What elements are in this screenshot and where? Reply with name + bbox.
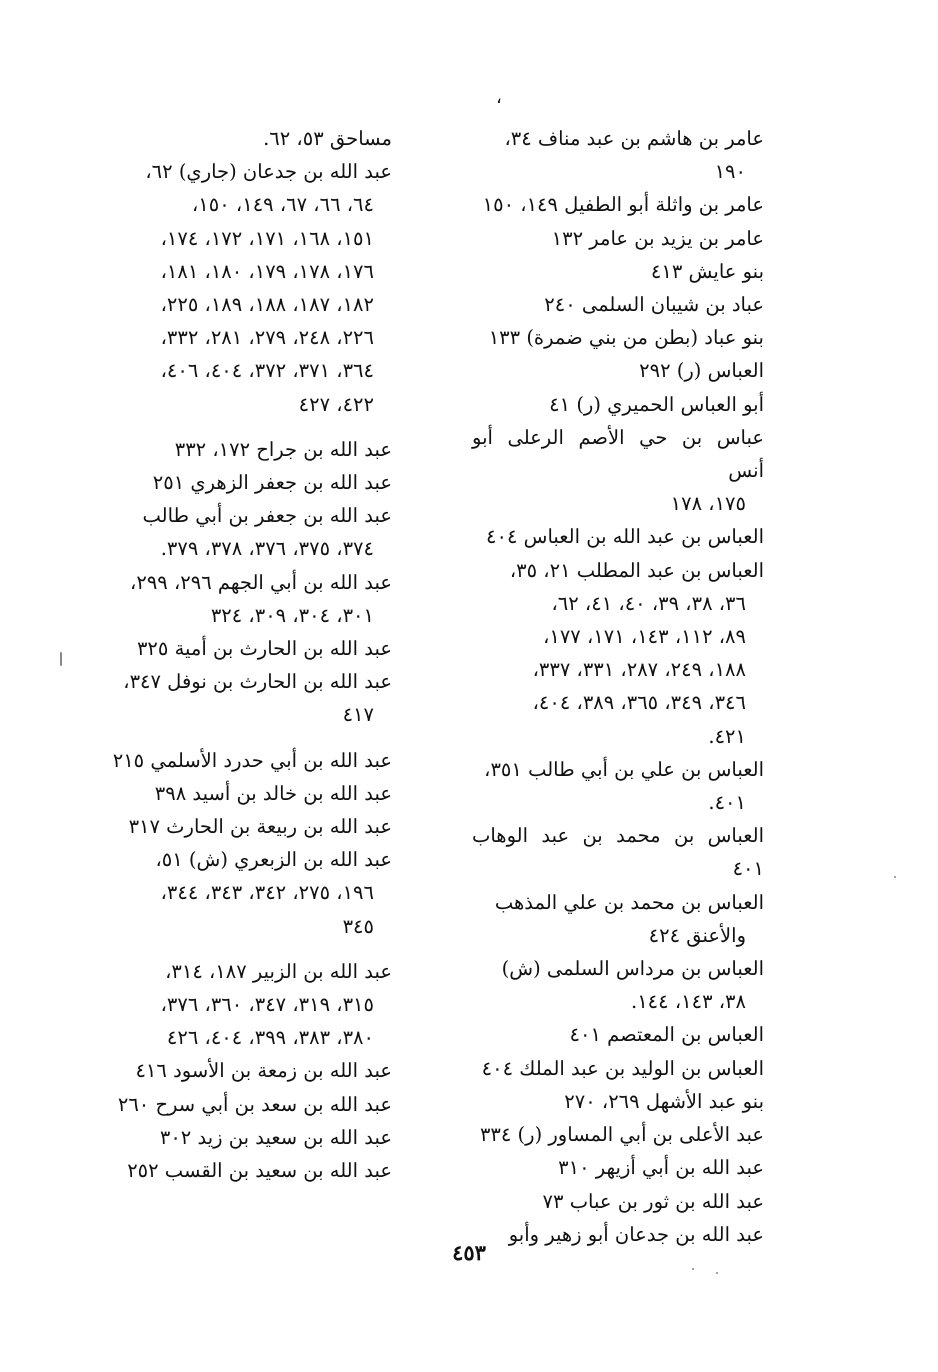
index-entry: [472, 388, 764, 421]
index-entry: [472, 520, 764, 553]
index-entry: [100, 955, 392, 1055]
index-entry: [100, 843, 392, 943]
index-entry: [472, 1052, 764, 1085]
index-entry-line: العباس بن مرداس السلمى (ش): [501, 957, 764, 981]
top-mark: ،: [496, 87, 502, 108]
index-entry-line: العباس بن محمد بن علي المذهب: [494, 890, 764, 914]
index-entry-continuation: ٤٠١.: [708, 791, 746, 815]
index-entry-line: عبد الله بن جدعان أبو زهير وأبو: [508, 1222, 764, 1246]
index-entry-continuation: ٣٠١، ٣٠٤، ٣٠٩، ٣٢٤: [210, 603, 374, 627]
index-entry: [100, 810, 392, 843]
index-entry-continuation: ٣٦، ٣٨، ٣٩، ٤٠، ٤١، ٦٢،: [551, 591, 746, 615]
index-entry-line: عبد الله بن جدعان (جاري) ٦٢،: [145, 160, 392, 184]
index-entry: [100, 155, 392, 421]
index-entry-line: أبو العباس الحميري (ر) ٤١: [549, 392, 764, 416]
index-entry-continuation: ٦٤، ٦٦، ٦٧، ١٤٩، ١٥٠،: [192, 193, 374, 217]
index-entry: [472, 222, 764, 255]
entry-gap: [100, 732, 392, 744]
index-entry: [472, 321, 764, 354]
index-entry: [100, 744, 392, 777]
index-entry: [100, 433, 392, 466]
index-entry-line: عبد الله بن سعيد بن القسب ٢٥٢: [127, 1159, 392, 1183]
index-entry-line: العباس بن عبد المطلب ٢١، ٣٥،: [509, 558, 764, 582]
index-entry-line: العباس بن عبد الله بن العباس ٤٠٤: [486, 525, 764, 549]
index-entry: [472, 288, 764, 321]
index-entry: [472, 122, 764, 188]
index-entry: [472, 1185, 764, 1218]
index-entry-line: عامر بن واثلة أبو الطفيل ١٤٩، ١٥٠: [482, 193, 764, 217]
right-column: [472, 122, 764, 1251]
index-entry-line: عبد الأعلى بن أبي المساور (ر) ٣٣٤: [479, 1123, 764, 1147]
index-entry-line: عبد الله بن ثور بن عباب ٧٣: [542, 1189, 764, 1213]
scan-speck: [716, 1272, 718, 1274]
index-entry-line: العباس (ر) ٢٩٢: [639, 359, 764, 383]
index-entry: [100, 122, 392, 155]
index-entry-line: عبد الله بن سعد بن أبي سرح ٢٦٠: [117, 1092, 392, 1116]
index-entry-continuation: ٣٦٤، ٣٧١، ٣٧٢، ٤٠٤، ٤٠٦،: [160, 359, 374, 383]
index-entry-continuation: ٤٢١.: [708, 724, 746, 748]
index-entry: [472, 354, 764, 387]
index-entry: [100, 665, 392, 731]
index-entry: [472, 819, 764, 885]
index-entry-line: عبد الله بن ربيعة بن الحارث ٣١٧: [128, 815, 392, 839]
index-entry-line: عبد الله بن أبي الجهم ٢٩٦، ٢٩٩،: [130, 570, 392, 594]
entry-gap: [100, 943, 392, 955]
index-entry-continuation: ١٩٠: [714, 160, 746, 184]
index-entry-line: عبد الله بن جعفر بن أبي طالب: [142, 504, 392, 528]
index-entry-continuation: ٢٢٦، ٢٤٨، ٢٧٩، ٢٨١، ٣٣٢،: [160, 326, 374, 350]
index-entry-line: العباس بن محمد بن عبد الوهاب ٤٠١: [472, 824, 764, 881]
index-entry: [100, 1054, 392, 1087]
index-entry-line: عبد الله بن الزبير ١٨٧، ٣١٤،: [165, 959, 392, 983]
index-entry-line: بنو عباد (بطن من بني ضمرة) ١٣٣: [488, 326, 764, 350]
index-entry-continuation: ٨٩، ١١٢، ١٤٣، ١٧١، ١٧٧،: [543, 625, 746, 649]
index-entry-line: عباس بن حي الأصم الرعلى أبو أنس: [472, 425, 764, 483]
index-entry-line: بنو عايش ٤١٣: [650, 259, 764, 283]
index-entry: [100, 1121, 392, 1154]
index-entry-line: عامر بن هاشم بن عبد مناف ٣٤،: [504, 127, 764, 150]
index-entry: [472, 1151, 764, 1184]
index-entry-line: عبد الله بن الزبعري (ش) ٥١،: [155, 848, 392, 872]
index-entry: [472, 554, 764, 753]
index-entry-continuation: ١٧٥، ١٧٨: [670, 492, 746, 516]
index-entry: [472, 1085, 764, 1118]
scan-speck: [894, 876, 896, 878]
index-entry-continuation: ٣١٥، ٣١٩، ٣٤٧، ٣٦٠، ٣٧٦،: [160, 993, 374, 1017]
index-entry-continuation: ٤٢٢، ٤٢٧: [298, 392, 374, 416]
index-entry-line: عباد بن شيبان السلمى ٢٤٠: [544, 293, 764, 317]
index-entry-continuation: ٣٧٤، ٣٧٥، ٣٧٦، ٣٧٨، ٣٧٩.: [160, 537, 374, 561]
index-entry-line: عبد الله بن الحارث بن نوفل ٣٤٧،: [123, 670, 392, 694]
index-entry-continuation: ٤١٧: [342, 703, 374, 727]
index-entry: [472, 1118, 764, 1151]
index-entry: [472, 886, 764, 952]
index-entry-line: عبد الله بن الحارث بن أمية ٣٢٥: [136, 637, 392, 661]
index-entry-line: العباس بن علي بن أبي طالب ٣٥١،: [484, 757, 764, 781]
index-entry-continuation: ٣٨، ١٤٣، ١٤٤.: [631, 990, 746, 1014]
index-entry-continuation: ١٨٨، ٢٤٩، ٢٨٧، ٣٣١، ٣٣٧،: [532, 658, 746, 682]
index-entry: [100, 632, 392, 665]
index-entry-line: عامر بن يزيد بن عامر ١٣٢: [551, 226, 764, 250]
index-entry-continuation: ١٨٢، ١٨٧، ١٨٨، ١٨٩، ٢٢٥،: [160, 293, 374, 317]
index-entry-line: عبد الله بن أبي أزيهر ٣١٠: [558, 1156, 764, 1180]
index-entry: [100, 499, 392, 565]
index-entry-line: عبد الله بن جراح ١٧٢، ٣٣٢: [174, 437, 392, 461]
index-entry: [100, 1088, 392, 1121]
index-entry-line: عبد الله بن خالد بن أسيد ٣٩٨: [154, 781, 392, 805]
index-entry: [100, 566, 392, 632]
index-entry: [472, 753, 764, 819]
index-entry-line: بنو عبد الأشهل ٢٦٩، ٢٧٠: [564, 1089, 764, 1113]
index-entry-continuation: ٣٤٥: [342, 914, 374, 938]
index-entry-continuation: ١٩٦، ٢٧٥، ٣٤٢، ٣٤٣، ٣٤٤،: [160, 881, 374, 905]
index-entry-line: عبد الله بن سعيد بن زيد ٣٠٢: [159, 1125, 392, 1149]
index-entry: [472, 952, 764, 1018]
index-entry-continuation: ٣٨٠، ٣٨٣، ٣٩٩، ٤٠٤، ٤٢٦: [166, 1026, 374, 1050]
index-entry-continuation: ١٧٦، ١٧٨، ١٧٩، ١٨٠، ١٨١،: [160, 259, 374, 283]
index-entry: [100, 777, 392, 810]
index-entry-line: عبد الله بن أبي حدرد الأسلمي ٢١٥: [112, 748, 392, 772]
index-entry-line: العباس بن الوليد بن عبد الملك ٤٠٤: [481, 1056, 764, 1080]
index-entry: [472, 1018, 764, 1051]
left-column: [100, 122, 392, 1187]
scan-speck: [692, 1268, 694, 1270]
index-entry: [472, 421, 764, 521]
index-entry: [100, 1154, 392, 1187]
index-entry: [100, 466, 392, 499]
index-entry-line: عبد الله بن زمعة بن الأسود ٤١٦: [135, 1059, 392, 1083]
scan-speck: [60, 652, 62, 666]
index-entry-line: العباس بن المعتصم ٤٠١: [569, 1023, 764, 1047]
index-entry-line: عبد الله بن جعفر الزهري ٢٥١: [152, 471, 392, 495]
index-entry-line: مساحق ٥٣، ٦٢.: [263, 127, 392, 150]
page-number: ٤٥٣: [452, 1240, 486, 1265]
index-entry: [472, 255, 764, 288]
index-entry-continuation: والأعنق ٤٢٤: [648, 923, 746, 947]
index-entry: [472, 188, 764, 221]
index-entry-continuation: ٣٤٦، ٣٤٩، ٣٦٥، ٣٨٩، ٤٠٤،: [532, 691, 746, 715]
index-entry-continuation: ١٥١، ١٦٨، ١٧١، ١٧٢، ١٧٤،: [160, 226, 374, 250]
entry-gap: [100, 421, 392, 433]
